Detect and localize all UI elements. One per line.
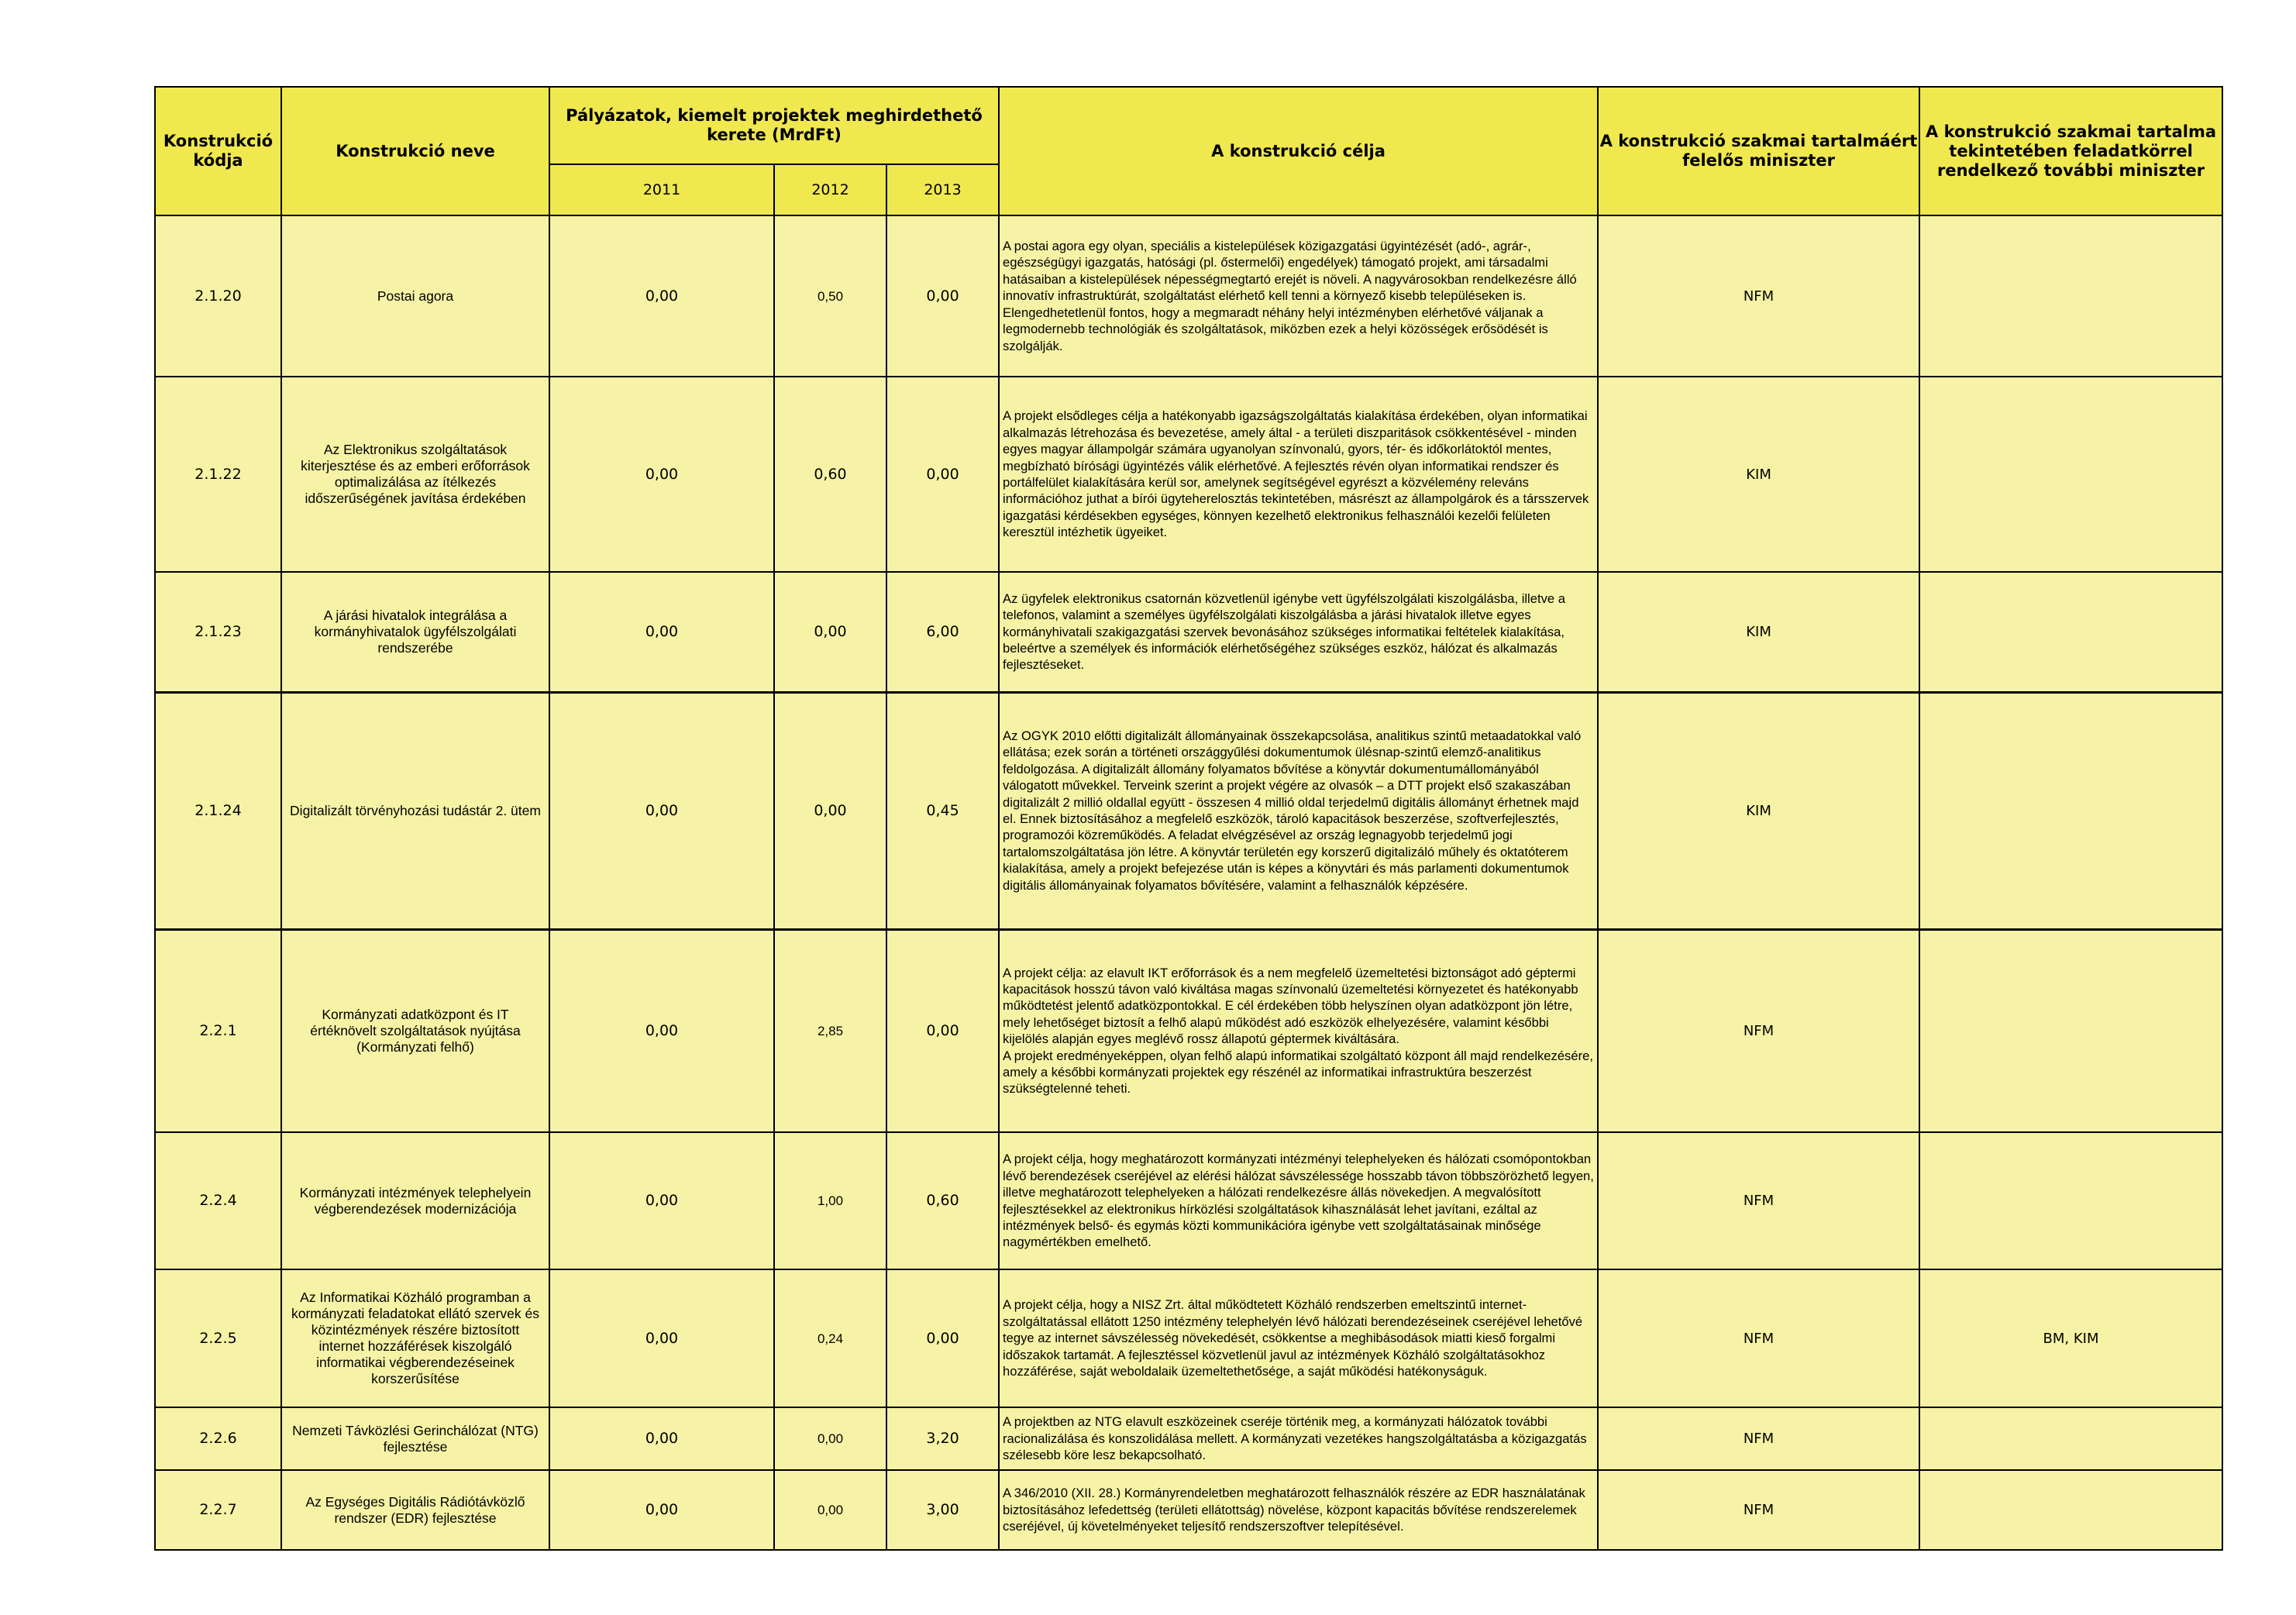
row-2013: 0,00 [886,377,999,572]
row-goal: A projekt célja, hogy a NISZ Zrt. által működtetett Közháló rendszerben emeltszintű internet-szolgáltatással ellátott 1250 intézmény telephelyén lévő hálózati berendezéseinek cseréjével lehetővé tegye az internet sávszélesség növekedését, csökkentse a meghibásodások miatti kieső forgalmi időszakok tartamát. A fejlesztéssel közvetlenül javul az intézmények Közháló szolgáltatásokhoz hozzáférése, saját weboldalaik üzemeltethetősége, a saját működési hatékonyságuk. [999,1269,1598,1407]
table-row [155,692,2222,929]
row-2012: 0,24 [774,1269,886,1407]
row-other-minister [1919,377,2222,572]
row-2012: 0,00 [774,1470,886,1550]
row-code: 2.1.23 [155,572,281,692]
row-other-minister [1919,929,2222,1132]
row-name: Nemzeti Távközlési Gerinchálózat (NTG) fejlesztése [281,1407,549,1470]
row-name: Postai agora [281,215,549,377]
table-row [155,1132,2222,1269]
row-goal: Az ügyfelek elektronikus csatornán közvetlenül igénybe vett ügyfélszolgálati kiszolgálásba, illetve a telefonos, valamint a személyes ügyfélszolgálati kiszolgálásba a járási hivatalok illetve egyes kormányhivatali szakigazgatási szervek bevonásához szükséges informatikai feltételek kialakítása, beleértve a személyek és információk elérhetőségéhez szükséges eszköz, hálózat és alkalmazás fejlesztéseket. [999,572,1598,692]
table-row [155,1269,2222,1407]
row-other-minister [1919,215,2222,377]
header-budget: Pályázatok, kiemelt projektek meghirdethető kerete (MrdFt) [549,87,999,164]
row-2011: 0,00 [549,692,774,929]
header-name: Konstrukció neve [281,87,549,215]
row-2012: 1,00 [774,1132,886,1269]
spreadsheet-page [154,86,2222,1551]
row-minister: KIM [1598,572,1919,692]
table-row [155,1470,2222,1550]
row-other-minister [1919,1132,2222,1269]
table-row [155,215,2222,377]
table-row [155,1407,2222,1470]
row-2011: 0,00 [549,1407,774,1470]
row-goal: A projekt célja: az elavult IKT erőforrások és a nem megfelelő üzemeltetési biztonságot adó géptermi kapacitások hosszú távon való kiváltása magas színvonalú üzemeltetési környezetet és hatékonyabb működtetést jelentő adatközpontokkal. E cél érdekében több helyszínen olyan adatközpont jön létre, mely lehetőséget biztosít a felhő alapú működést adó eszközök elhelyezésére, valamint későbbi kijelölés alapján egyes meglévő rossz állapotú géptermek kiváltására. A projekt eredményeképpen, olyan felhő alapú informatikai szolgáltató központ áll majd rendelkezésére, amely a későbbi kormányzati projektek egy részénél az informatikai infrastruktúra beszerzést szükségtelenné teheti. [999,929,1598,1132]
row-2013: 3,20 [886,1407,999,1470]
row-minister: NFM [1598,215,1919,377]
header-year-2013: 2013 [886,164,999,215]
row-2013: 3,00 [886,1470,999,1550]
row-other-minister: BM, KIM [1919,1269,2222,1407]
row-2013: 0,00 [886,929,999,1132]
row-name: Kormányzati intézmények telephelyein végberendezések modernizációja [281,1132,549,1269]
row-other-minister [1919,572,2222,692]
row-name: Kormányzati adatközpont és IT értéknövelt szolgáltatások nyújtása (Kormányzati felhő) [281,929,549,1132]
row-code: 2.1.24 [155,692,281,929]
row-goal: Az OGYK 2010 előtti digitalizált állományainak összekapcsolása, analitikus szintű metaadatokkal való ellátása; ezek során a történeti országgyűlési dokumentumok ülésnap-szintű elemző-analitikus feldolgozása. A digitalizált állomány folyamatos bővítése a könyvtár dokumentumállományából válogatott művekkel. Terveink szerint a projekt végére az olvasók – a DTT projekt első szakaszában digitalizált 2 millió oldallal együtt - összesen 4 millió oldal terjedelmű digitális állományt érhetnek majd el. Ennek biztosításához a megfelelő eszközök, tároló kapacitások beszerzése, szoftverfejlesztés, programozói közreműködés. A feladat elvégzésével az ország legnagyobb terjedelmű jogi tartalomszolgáltatása jön létre. A könyvtár területén egy korszerű digitalizáló műhely és oktatóterem kialakítása, amely a projekt befejezése után is képes a könyvtári és más parlamenti dokumentumok digitális állományainak folyamatos bővítésére, valamint a felhasználók képzésére. [999,692,1598,929]
row-name: A járási hivatalok integrálása a kormányhivatalok ügyfélszolgálati rendszerébe [281,572,549,692]
row-2011: 0,00 [549,377,774,572]
row-2011: 0,00 [549,929,774,1132]
row-2011: 0,00 [549,215,774,377]
row-code: 2.2.1 [155,929,281,1132]
row-goal: A postai agora egy olyan, speciális a kistelepülések közigazgatási ügyintézését (adó-, agrár-, egészségügyi igazgatás, hatósági (pl. őstermelői) engedélyek) támogató projekt, ami társadalmi hatásaiban a kistelepülések népességmegtartó erejét is növeli. A nagyvárosokban rendelkezésre álló innovatív infrastruktúrát, szolgáltatást elérhető kell tenni a környező kisebb településeken is. Elengedhetetlenül fontos, hogy a megmaradt néhány helyi intézményben elérhetővé váljanak a legmodernebb technológiák és szolgáltatások, miközben ezek a helyi közösségek erősödését is szolgálják. [999,215,1598,377]
row-goal: A projekt elsődleges célja a hatékonyabb igazságszolgáltatás kialakítása érdekében, olyan informatikai alkalmazás létrehozása és bevezetése, amely által - a területi diszparitások csökkentésével - minden egyes magyar állampolgár számára ugyanolyan színvonalú, gyors, tér- és időkorlátoktól mentes, megbízható bírósági ügyintézés válik elérhetővé. A fejlesztés révén olyan informatikai rendszer és portálfelület kialakítására kerül sor, amelynek segítségével egyrészt a közvélemény releváns információhoz juthat a bírói ügyteherelosztás tekintetében, másrészt az állampolgárok és a társszervek igazgatási kérdésekben egységes, könnyen kezelhető elektronikus felhasználói kezelői felületen keresztül intézhetik ügyeiket. [999,377,1598,572]
row-minister: KIM [1598,377,1919,572]
header-year-2012: 2012 [774,164,886,215]
row-minister: NFM [1598,1132,1919,1269]
row-2011: 0,00 [549,1132,774,1269]
row-code: 2.2.4 [155,1132,281,1269]
header-other-minister: A konstrukció szakmai tartalma tekintetében feladatkörrel rendelkező további miniszter [1919,87,2222,215]
row-minister: NFM [1598,1269,1919,1407]
row-2012: 0,00 [774,572,886,692]
row-minister: NFM [1598,929,1919,1132]
row-goal: A 346/2010 (XII. 28.) Kormányrendeletben meghatározott felhasználók részére az EDR használatának biztosításához lefedettség (területi ellátottság) növelése, központ kapacitás bővítése rendszerelemek cseréjével, új követelményeket teljesítő rendszerszoftver telepítésével. [999,1470,1598,1550]
row-2013: 0,00 [886,215,999,377]
row-2013: 0,60 [886,1132,999,1269]
row-name: Az Informatikai Közháló programban a kormányzati feladatokat ellátó szervek és közintézmények részére biztosított internet hozzáférések kiszolgáló informatikai végberendezéseinek korszerűsítése [281,1269,549,1407]
row-2011: 0,00 [549,572,774,692]
row-name: Digitalizált törvényhozási tudástár 2. ütem [281,692,549,929]
row-2011: 0,00 [549,1269,774,1407]
row-code: 2.1.22 [155,377,281,572]
row-goal: A projektben az NTG elavult eszközeinek cseréje történik meg, a kormányzati hálózatok további racionalizálása és konszolidálása mellett. A kormányzati vezetékes hangszolgáltatásba a közigazgatás szélesebb köre lesz bekapcsolható. [999,1407,1598,1470]
table-row [155,929,2222,1132]
row-code: 2.2.6 [155,1407,281,1470]
row-other-minister [1919,1470,2222,1550]
row-minister: KIM [1598,692,1919,929]
row-2013: 6,00 [886,572,999,692]
header-goal: A konstrukció célja [999,87,1598,215]
row-2012: 0,00 [774,692,886,929]
row-code: 2.2.5 [155,1269,281,1407]
construction-table [154,86,2223,1551]
row-2012: 0,50 [774,215,886,377]
row-code: 2.2.7 [155,1470,281,1550]
row-minister: NFM [1598,1470,1919,1550]
row-other-minister [1919,1407,2222,1470]
row-name: Az Elektronikus szolgáltatások kiterjesztése és az emberi erőforrások optimalizálása az ítélkezés időszerűségének javítása érdekében [281,377,549,572]
row-code: 2.1.20 [155,215,281,377]
table-row [155,377,2222,572]
header-code: Konstrukció kódja [155,87,281,215]
row-2012: 0,60 [774,377,886,572]
row-goal: A projekt célja, hogy meghatározott kormányzati intézményi telephelyeken és hálózati csomópontokban lévő berendezések cseréjével az elérési hálózat sávszélessége hosszabb távon többszörözhető legyen, illetve meghatározott telephelyeken a hálózati rendelkezésre állás növekedjen. A megvalósított fejlesztésekkel az elektronikus hírközlési szolgáltatások kihasználását lehet javítani, ezáltal az intézmények belső- és egymás közti kommunikációra igénybe vett szolgáltatásainak minősége nagymértékben emelhető. [999,1132,1598,1269]
row-2012: 0,00 [774,1407,886,1470]
table-row [155,572,2222,692]
row-2013: 0,45 [886,692,999,929]
row-other-minister [1919,692,2222,929]
header-year-2011: 2011 [549,164,774,215]
row-2013: 0,00 [886,1269,999,1407]
row-minister: NFM [1598,1407,1919,1470]
row-2012: 2,85 [774,929,886,1132]
row-name: Az Egységes Digitális Rádiótávközlő rendszer (EDR) fejlesztése [281,1470,549,1550]
row-2011: 0,00 [549,1470,774,1550]
header-minister: A konstrukció szakmai tartalmáért felelős miniszter [1598,87,1919,215]
